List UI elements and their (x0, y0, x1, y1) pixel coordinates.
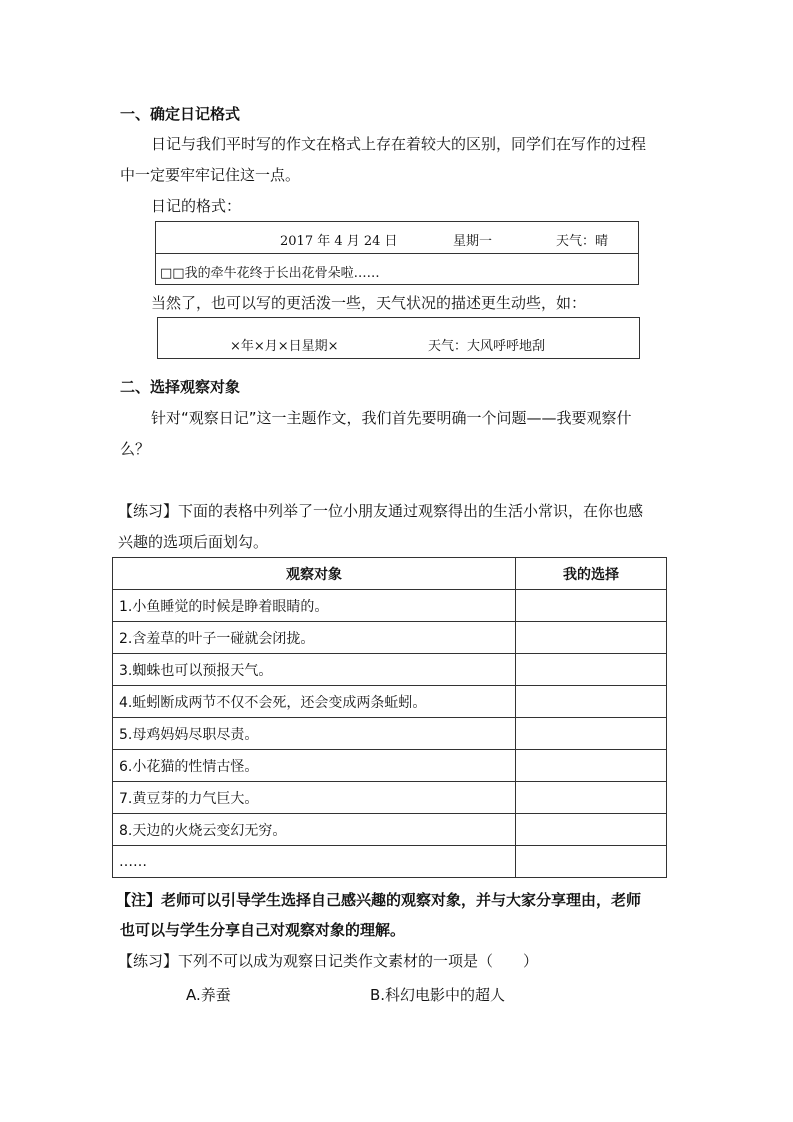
table-row (113, 654, 667, 686)
observation-item: …… (113, 846, 516, 878)
section2-paragraph-line2: 么？ (120, 440, 151, 458)
table-row (113, 718, 667, 750)
diary-body: □□我的牵牛花终于长出花骨朵啦…… (160, 266, 380, 281)
header-my-choice: 我的选择 (516, 558, 667, 590)
choice-cell[interactable] (516, 654, 667, 686)
note-line1: 【注】老师可以引导学生选择自己感兴趣的观察对象，并与大家分享理由，老师 (116, 891, 642, 909)
observation-item: 5.母鸡妈妈尽职尽责。 (113, 718, 516, 750)
observation-item: 4.蚯蚓断成两节不仅不会死，还会变成两条蚯蚓。 (113, 686, 516, 718)
choice-cell[interactable] (516, 622, 667, 654)
exercise2-question: 【练习】下列不可以成为观察日记类作文素材的一项是（ ） (118, 952, 539, 970)
option-a: A.养蚕 (186, 986, 231, 1004)
choice-cell[interactable] (516, 686, 667, 718)
observation-item: 8.天边的火烧云变幻无穷。 (113, 814, 516, 846)
option-b: B.科幻电影中的超人 (370, 986, 506, 1004)
section2-paragraph-line1: 针对“观察日记”这一主题作文，我们首先要明确一个问题——我要观察什 (151, 409, 632, 427)
observation-item: 3.蜘蛛也可以预报天气。 (113, 654, 516, 686)
observation-table (112, 557, 667, 878)
observation-item: 7.黄豆芽的力气巨大。 (113, 782, 516, 814)
observation-item: 2.含羞草的叶子一碰就会闭拢。 (113, 622, 516, 654)
diary-format-example-box (155, 221, 639, 285)
exercise1-line1: 【练习】下面的表格中列举了一位小朋友通过观察得出的生活小常识，在你也感 (118, 502, 644, 520)
table-row (113, 782, 667, 814)
choice-cell[interactable] (516, 846, 667, 878)
table-row (113, 750, 667, 782)
choice-cell[interactable] (516, 718, 667, 750)
choice-cell[interactable] (516, 782, 667, 814)
format-label: 日记的格式： (151, 197, 242, 215)
diary-weekday: 星期一 (453, 234, 493, 249)
table-row (113, 622, 667, 654)
diary-weather: 天气：晴 (556, 234, 609, 249)
note-line2: 也可以与学生分享自己对观察对象的理解。 (120, 921, 406, 939)
section2-heading: 二、选择观察对象 (120, 378, 241, 396)
observation-item: 6.小花猫的性情古怪。 (113, 750, 516, 782)
diary-header-row (156, 222, 638, 254)
exercise1-line2: 兴趣的选项后面划勾。 (118, 533, 269, 551)
choice-cell[interactable] (516, 590, 667, 622)
lively-date: ×年×月×日星期× (230, 339, 339, 354)
table-row (113, 846, 667, 878)
choice-cell[interactable] (516, 814, 667, 846)
table-row (113, 590, 667, 622)
lively-format-example-box (157, 317, 640, 359)
table-row (113, 686, 667, 718)
lively-format-text: 当然了，也可以写的更活泼一些，天气状况的描述更生动些，如： (151, 294, 587, 312)
table-row (113, 814, 667, 846)
section1-heading: 一、确定日记格式 (120, 105, 241, 123)
table-header-row (113, 558, 667, 590)
observation-item: 1.小鱼睡觉的时候是睁着眼睛的。 (113, 590, 516, 622)
section1-paragraph-line1: 日记与我们平时写的作文在格式上存在着较大的区别，同学们在写作的过程 (151, 135, 647, 153)
lively-weather: 天气：大风呼呼地刮 (428, 339, 546, 354)
section1-paragraph-line2: 中一定要牢牢记住这一点。 (120, 166, 301, 184)
diary-date: 2017 年 4 月 24 日 (280, 234, 398, 249)
choice-cell[interactable] (516, 750, 667, 782)
header-observation-object: 观察对象 (113, 558, 516, 590)
